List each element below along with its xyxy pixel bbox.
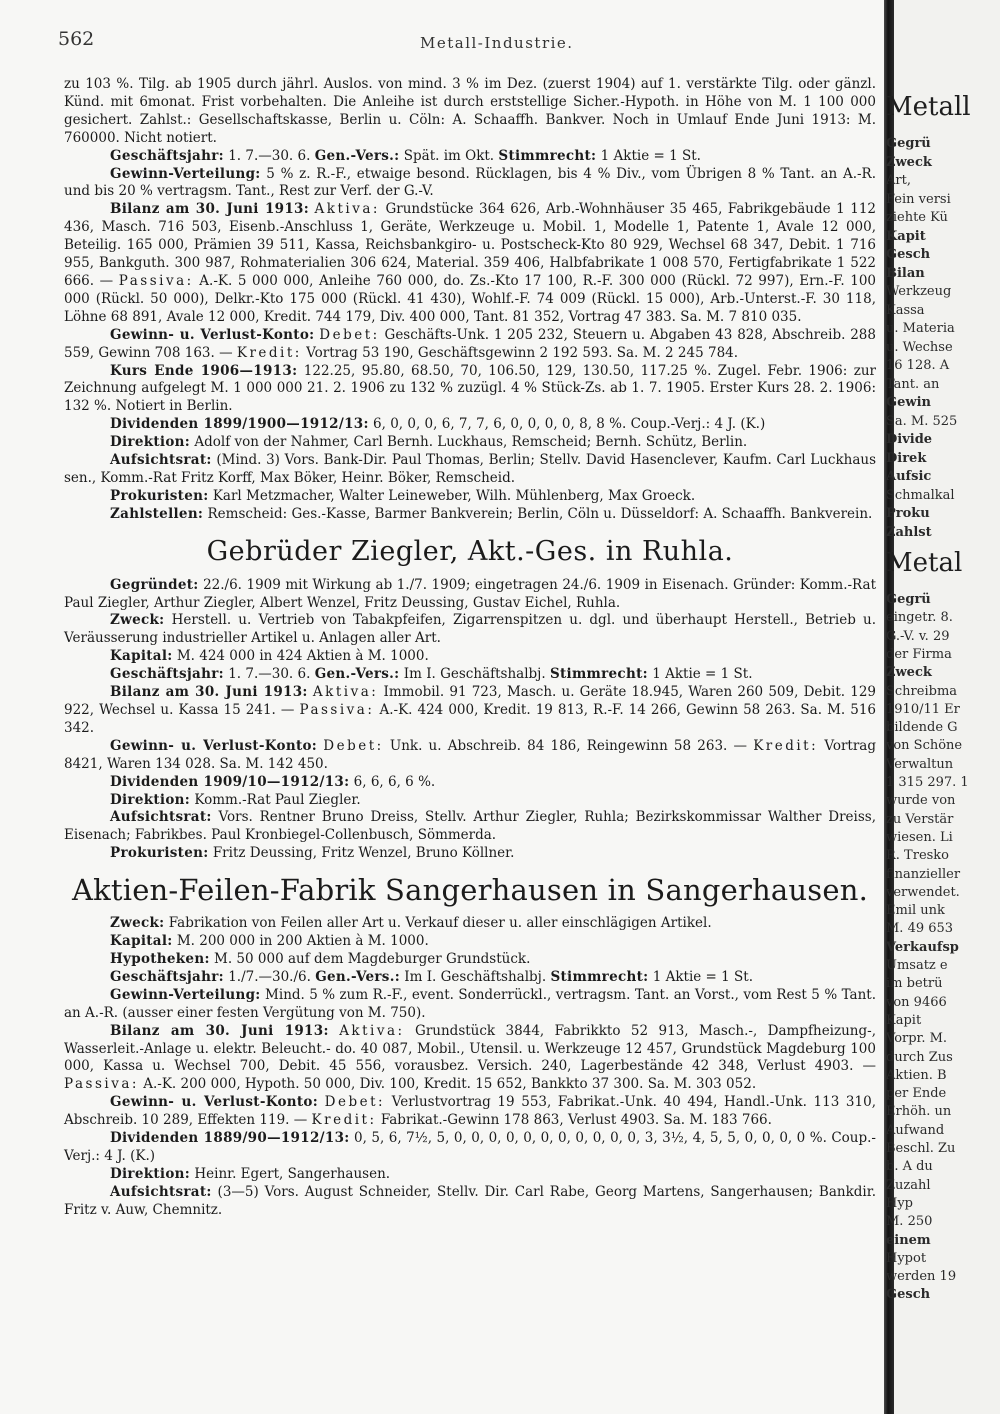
facing-page-text: Vorpr. M.: [886, 1031, 948, 1047]
entry-paragraph: [64, 452, 876, 488]
facing-page-text: bildende G: [886, 720, 958, 736]
entry-subhead: Passiva:: [64, 1076, 139, 1093]
entry-label: Stimmrecht:: [498, 147, 597, 164]
entry-label: Gegründet:: [110, 576, 199, 593]
facing-page-text: wiesen. Li: [886, 829, 953, 845]
entry-paragraph: [64, 738, 876, 774]
entry-label: Gewinn- u. Verlust-Konto:: [110, 1094, 318, 1111]
entry-label: Geschäftsjahr:: [110, 147, 224, 164]
facing-page-text: finanzieller: [886, 866, 961, 882]
facing-page-text: Kassa: [886, 302, 925, 318]
entry-text: Fabrikat.-Gewinn 178 863, Verlust 4903. Sa. M. 183 766.: [380, 1112, 772, 1129]
facing-page-text: Metall: [886, 92, 971, 122]
entry-paragraph: [64, 363, 876, 417]
facing-page-text: eingetr. 8.: [886, 610, 953, 626]
entry-paragraph: [64, 1130, 876, 1166]
facing-page-text: Schmalkal: [886, 487, 955, 503]
facing-page-text: Aktien. B: [886, 1067, 947, 1083]
lead-paragraph: zu 103 %. Tilg. ab 1905 durch jährl. Auslos. von mind. 3 % im Dez. (zuerst 1904) auf 1. verstärkte Tilg. oder gänzl. Künd. mit 6monat. Frist vorbehalten. Die Anleihe ist durch erststellige Sicher.-Hypoth. in Höhe von M. 1 100 000 gesichert. Zahlst.: Gesellschaftskasse, Berlin u. Cöln: A. Schaaffh. Bankver. Noch in Umlauf Ende Juni 1913: M. 760000. Nicht notiert.: [64, 76, 876, 146]
entry-text: M. 50 000 auf dem Magdeburger Grundstück.: [214, 950, 531, 967]
facing-page-text: Hypot: [886, 1250, 927, 1266]
entry-text: Fritz Deussing, Fritz Wenzel, Bruno Köllner.: [212, 845, 515, 862]
entry-paragraph: [64, 774, 876, 792]
facing-page-text: verwendet.: [886, 884, 960, 900]
facing-page-text: 1 315 297. 1: [886, 775, 969, 790]
entry-paragraph: [64, 488, 876, 506]
entry-text: M. 200 000 in 200 Aktien à M. 1000.: [176, 933, 429, 950]
entry-paragraph: [64, 1166, 876, 1184]
facing-page-text: Gewin: [886, 395, 931, 410]
entry-label: Gewinn-Verteilung:: [110, 986, 261, 1003]
entry-text: Im I. Geschäftshalbj.: [404, 968, 547, 985]
entry-paragraph: [64, 915, 876, 933]
facing-page-text: b. A du: [886, 1159, 933, 1175]
facing-page-text: Direk: [886, 450, 927, 466]
facing-page-text: werden 19: [886, 1269, 957, 1285]
entry-label: Hypotheken:: [110, 950, 210, 967]
entry-text: 1 Aktie = 1 St.: [652, 666, 753, 683]
entry-subhead: Kredit:: [311, 1112, 377, 1129]
entry-text: A.-K. 200 000, Hypoth. 50 000, Div. 100, Kredit. 15 652, Bankkto 37 300. Sa. M. 303 052.: [143, 1076, 757, 1093]
entry-subhead: Debet:: [319, 326, 380, 343]
entry-label: Prokuristen:: [110, 845, 209, 862]
entry-label: Gewinn- u. Verlust-Konto:: [110, 737, 318, 754]
facing-page-text: Gesch: [886, 247, 931, 262]
entry-label: Zweck:: [110, 915, 165, 932]
entry-text: M. 424 000 in 424 Aktien à M. 1000.: [176, 648, 429, 665]
company-entry-ziegler: [64, 577, 876, 864]
entry-text: Vortrag 8421, Waren 134 028. Sa. M. 142 450.: [64, 737, 876, 772]
page-header: [58, 28, 878, 54]
entry-paragraph: [64, 969, 876, 987]
text-column: [64, 76, 876, 1220]
facing-page-text: Emil unk: [886, 903, 945, 919]
entry-label: Geschäftsjahr:: [110, 968, 224, 985]
entry-label: Bilanz am 30. Juni 1913:: [110, 684, 308, 701]
entry-label: Stimmrecht:: [549, 666, 648, 683]
entry-label: Aufsichtsrat:: [110, 1183, 212, 1200]
facing-page-text: Sa. M. 525: [886, 413, 958, 429]
entry-paragraph: [64, 148, 876, 166]
facing-page-text: der Firma: [886, 646, 952, 662]
facing-page-text: Erhöh. un: [886, 1104, 952, 1120]
facing-page-text: u. Wechse: [886, 339, 953, 355]
entry-text: Remscheid: Ges.-Kasse, Barmer Bankverein; Berlin, Cöln u. Düsseldorf: A. Schaaffh. Bankverein.: [207, 505, 873, 522]
facing-page-text: Kapit: [886, 228, 926, 244]
entry-paragraph: [64, 1023, 876, 1095]
entry-text: (3—5) Vors. August Schneider, Stellv. Dir. Carl Rabe, Georg Martens, Sangerhausen; Bankdir. Fritz v. Auw, Chemnitz.: [64, 1183, 876, 1218]
entry-text: 6, 0, 0, 0, 6, 7, 7, 6, 0, 0, 0, 0, 8, 8 %. Coup.-Verj.: 4 J. (K.): [373, 416, 766, 433]
facing-page-fragment: [886, 0, 1000, 1414]
facing-page-text: Umsatz e: [886, 958, 948, 973]
facing-page-text: Proku: [886, 506, 930, 521]
entry-paragraph: [64, 987, 876, 1023]
entry-text: 1. 7.—30. 6.: [228, 666, 311, 683]
facing-page-text: G.-V. v. 29: [886, 628, 950, 644]
entry-text: Im I. Geschäftshalbj.: [403, 666, 546, 683]
facing-page-text: Fein versi: [886, 191, 951, 207]
entry-paragraph: [64, 612, 876, 648]
entry-text: Fabrikation von Feilen aller Art u. Verkauf dieser u. aller einschlägigen Artikel.: [168, 915, 712, 932]
facing-page-text: Gesch: [886, 1287, 931, 1303]
entry-list: [64, 148, 876, 524]
entry-paragraph: [64, 666, 876, 684]
facing-page-text: u. Materia: [886, 321, 955, 336]
entry-label: Direktion:: [110, 1165, 191, 1182]
entry-label: Bilanz am 30. Juni 1913:: [110, 1022, 329, 1039]
entry-label: Stimmrecht:: [550, 968, 649, 985]
facing-page-text: Kapit: [886, 1012, 922, 1028]
facing-page-text: Beschl. Zu: [886, 1141, 956, 1156]
entry-text: Komm.-Rat Paul Ziegler.: [194, 791, 361, 808]
entry-paragraph: [64, 951, 876, 969]
entry-subhead: Aktiva:: [312, 684, 379, 701]
entry-paragraph: [64, 648, 876, 666]
entry-paragraph: [64, 577, 876, 613]
facing-page-text: Art,: [886, 173, 911, 188]
facing-page-text: per Ende: [886, 1086, 947, 1102]
entry-subhead: Debet:: [323, 737, 384, 754]
entry-text: 22./6. 1909 mit Wirkung ab 1./7. 1909; eingetragen 24./6. 1909 in Eisenach. Gründer: Komm.-Rat Paul Ziegler, Arthur Ziegler, Albert Wenzel, Fritz Deussing, Gustav Eichel, Ruhla.: [64, 576, 877, 611]
entry-text: Karl Metzmacher, Walter Leineweber, Wilh. Mühlenberg, Max Groeck.: [212, 487, 696, 504]
entry-paragraph: [64, 434, 876, 452]
entry-label: Prokuristen:: [110, 487, 209, 504]
company-title-ziegler: Gebrüder Ziegler, Akt.-Ges. in Ruhla.: [206, 535, 734, 567]
facing-page-text: Verwaltun: [886, 756, 954, 772]
facing-page-text: von Schöne: [886, 738, 963, 754]
entry-paragraph: [64, 201, 876, 326]
facing-page-text: einem: [886, 1232, 931, 1248]
facing-page-text: von 9466: [886, 994, 947, 1010]
entry-text: Vortrag 53 190, Geschäftsgewinn 2 192 593. Sa. M. 2 245 784.: [306, 344, 739, 361]
entry-text: Spät. im Okt.: [403, 147, 495, 164]
facing-page-text: Zuzahl: [886, 1177, 931, 1193]
entry-paragraph: [64, 684, 876, 738]
entry-label: Gen.-Vers.:: [315, 968, 400, 985]
entry-paragraph: [64, 506, 876, 524]
facing-page-text: Tant. an: [886, 376, 940, 392]
entry-label: Zahlstellen:: [110, 505, 204, 522]
facing-page-text: Aufwand: [886, 1122, 945, 1138]
facing-page-text: zu Verstär: [886, 811, 954, 827]
page-number: 562: [58, 28, 95, 50]
facing-page-text: Gegrü: [886, 592, 931, 607]
entry-subhead: Passiva:: [299, 702, 375, 718]
entry-paragraph: [64, 1184, 876, 1220]
entry-text: A.-K. 424 000, Kredit. 19 813, R.-F. 14 266, Gewinn 58 263. Sa. M. 516 342.: [64, 702, 877, 736]
entry-text: Geschäfts-Unk. 1 205 232, Steuern u. Abgaben 43 828, Abschreib. 288 559, Gewinn 708 163. —: [64, 326, 876, 361]
entry-label: Aufsichtsrat:: [110, 452, 212, 469]
facing-page-text: ziehte Kü: [886, 210, 948, 225]
entry-label: Direktion:: [110, 791, 191, 808]
entry-label: Gen.-Vers.:: [314, 147, 400, 164]
facing-page-text: Aufsic: [886, 469, 932, 484]
facing-page-text: Divide: [886, 432, 933, 447]
entry-subhead: Kredit:: [753, 737, 819, 754]
entry-text: Grundstücke 364 626, Arb.-Wohnhäuser 35 465, Fabrikgebäude 1 112 436, Masch. 716 503, Eisenb.-Anschluss 1, Geräte, Werkzeuge u. Mobil. 1, Modelle 1, Patente 1, Avale 12 000, Beteilig. 165 000, Prämien 39 511, Kassa, Reichsbankgiro- u. Postscheck-Kto 80 929, Wechsel 68 347, Debit. 1 716 955, Bankguth. 300 987, Rohmaterialien 306 624, Material. 359 406, Halbfabrikate 1 008 570, Fertigfabrikate 1 522 666. —: [64, 201, 877, 289]
facing-page-text: Schreibma: [886, 683, 958, 699]
facing-page-text: R. Tresko: [886, 848, 950, 864]
facing-page-text: durch Zus: [886, 1049, 953, 1065]
facing-page-text: Bilan: [886, 265, 925, 281]
entry-text: Heinr. Egert, Sangerhausen.: [194, 1165, 391, 1182]
entry-text: 1 Aktie = 1 St.: [600, 147, 701, 164]
facing-page-text: Gegrü: [886, 136, 931, 151]
company-entry-sangerhausen: [64, 915, 876, 1219]
entry-label: Gewinn- u. Verlust-Konto:: [110, 326, 315, 343]
entry-label: Geschäftsjahr:: [110, 666, 224, 683]
entry-text: 1 Aktie = 1 St.: [652, 968, 753, 985]
facing-page-text: Zahlst: [886, 524, 932, 540]
entry-paragraph: [64, 416, 876, 434]
running-head: Metall-Industrie.: [420, 34, 574, 52]
entry-subhead: Debet:: [324, 1094, 386, 1111]
facing-page-text: M. 49 653: [886, 921, 954, 937]
entry-text: 6, 6, 6, 6 %.: [353, 773, 436, 790]
entry-paragraph: [64, 1094, 876, 1130]
entry-paragraph: [64, 809, 876, 845]
entry-label: Kurs Ende 1906—1913:: [110, 362, 298, 379]
entry-text: Herstell. u. Vertrieb von Tabakpfeifen, Zigarrenspitzen u. dgl. und überhaupt Herstell., Betrieb u. Veräusserung industrieller Artikel u. Anlagen aller Art.: [64, 612, 876, 647]
entry-text: 1./7.—30./6.: [228, 968, 311, 985]
facing-page-text: 1910/11 Er: [886, 701, 960, 717]
entry-subhead: Passiva:: [118, 272, 194, 289]
entry-label: Zweck:: [110, 612, 165, 629]
entry-label: Kapital:: [110, 648, 173, 665]
entry-label: Gewinn-Verteilung:: [110, 165, 261, 182]
entry-paragraph: [64, 933, 876, 951]
entry-label: Dividenden 1889/90—1912/13:: [110, 1130, 350, 1147]
facing-page-text: 16 128. A: [886, 358, 950, 373]
entry-text: 1. 7.—30. 6.: [228, 147, 311, 164]
entry-text: 122.25, 95.80, 68.50, 70, 106.50, 129, 130.50, 117.25 %. Zugel. Febr. 1906: zur Zeichnung aufgelegt M. 1 000 000 21. 2. 1906 zu 132 % zuzügl. 4 % Stück-Zs. ab 1. 7. 1905. Erster Kurs 28. 2. 1906: 132 %. Notiert in Berlin.: [64, 362, 876, 415]
entry-text: Vors. Rentner Bruno Dreiss, Stellv. Arthur Ziegler, Ruhla; Bezirkskommissar Walther Dreiss, Eisenach; Fabrikbes. Paul Kronbiegel-Collenbusch, Sömmerda.: [64, 809, 876, 844]
entry-subhead: Aktiva:: [314, 201, 380, 218]
facing-page-text: Metal: [886, 548, 963, 578]
entry-paragraph: [64, 792, 876, 810]
entry-text: Adolf von der Nahmer, Carl Bernh. Luckhaus, Remscheid; Bernh. Schütz, Berlin.: [194, 434, 748, 451]
facing-page-text: Werkzeug: [886, 284, 952, 299]
entry-subhead: Kredit:: [236, 344, 302, 361]
entry-label: Dividenden 1909/10—1912/13:: [110, 773, 350, 790]
entry-label: Bilanz am 30. Juni 1913:: [110, 201, 310, 218]
company-title-sangerhausen: Aktien-Feilen-Fabrik Sangerhausen in Sangerhausen.: [71, 873, 869, 908]
entry-paragraph: [64, 166, 876, 202]
facing-page-text: Verkaufsp: [886, 939, 959, 955]
facing-page-text: M. 250: [886, 1214, 933, 1230]
facing-page-text: im betrü: [886, 976, 943, 992]
entry-text: Grundstück 3844, Fabrikkto 52 913, Masch.-, Dampfheizung-, Wasserleit.-Anlage u. elektr. Beleucht.- do. 40 087, Mobil., Utensil. u. Werkzeuge 12 457, Grundstück Magdeburg 100 000, Kassa u. Wechsel 700, Debit. 45 556, vorausbez. Versich. 240, Lagerbestände 42 348, Verlust 4903. —: [64, 1022, 876, 1075]
entry-label: Dividenden 1899/1900—1912/13:: [110, 416, 369, 433]
entry-label: Aufsichtsrat:: [110, 809, 212, 826]
entry-text: Mind. 5 % zum R.-F., event. Sonderrückl., vertragsm. Tant. an Vorst., vom Rest 5 % Tant. an A.-R. (ausser einer festen Vergütung von M. 750).: [64, 986, 876, 1021]
entry-label: Direktion:: [110, 434, 191, 451]
facing-page-text: Zweck: [886, 665, 932, 681]
facing-page-text: Hyp: [886, 1195, 914, 1211]
entry-subhead: Aktiva:: [339, 1022, 405, 1039]
entry-text: (Mind. 3) Vors. Bank-Dir. Paul Thomas, Berlin; Stellv. David Hasenclever, Kaufm. Carl Luckhaus sen., Komm.-Rat Fritz Korff, Max Böker, Heinr. Böker, Remscheid.: [64, 452, 877, 486]
entry-label: Gen.-Vers.:: [314, 666, 400, 683]
entry-text: A.-K. 5 000 000, Anleihe 760 000, do. Zs.-Kto 17 100, R.-F. 300 000 (Rückl. 72 997), Ern.-F. 100 000 (Rückl. 50 000), Delkr.-Kto 175 000 (Rückl. 41 430), Wohlf.-F. 74 009 (Rückl. 15 000), Arb.-Unterst.-F. 30 118, Löhne 68 891, Avale 12 000, Kredit. 744 179, Div. 400 000, Tant. 81 352, Vortrag 47 383. Sa. M. 7 810 035.: [64, 272, 876, 325]
facing-page-text: Zweck: [886, 154, 932, 170]
facing-page-text: wurde von: [886, 793, 956, 809]
entry-text: 5 % z. R.-F., etwaige besond. Rücklagen, bis 4 % Div., vom Übrigen 8 % Tant. an A.-R. und bis 20 % vertragsm. Tant., Rest zur Verf. der G.-V.: [64, 165, 877, 200]
entry-text: Immobil. 91 723, Masch. u. Geräte 18.945, Waren 260 509, Debit. 129 922, Wechsel u. Kassa 15 241. —: [64, 684, 877, 718]
entry-text: 0, 5, 6, 7½, 5, 0, 0, 0, 0, 0, 0, 0, 0, 0, 0, 0, 3, 3½, 4, 5, 5, 0, 0, 0, 0 %. Coup.-Verj.: 4 J. (K.): [64, 1130, 876, 1164]
entry-paragraph: [64, 845, 876, 863]
company-entry-metall: [64, 76, 876, 524]
entry-paragraph: [64, 327, 876, 363]
entry-text: Verlustvortrag 19 553, Fabrikat.-Unk. 40 494, Handl.-Unk. 113 310, Abschreib. 10 289, Effekten 119. —: [64, 1094, 876, 1129]
entry-label: Kapital:: [110, 933, 173, 950]
entry-text: Unk. u. Abschreib. 84 186, Reingewinn 58 263. —: [389, 737, 748, 754]
